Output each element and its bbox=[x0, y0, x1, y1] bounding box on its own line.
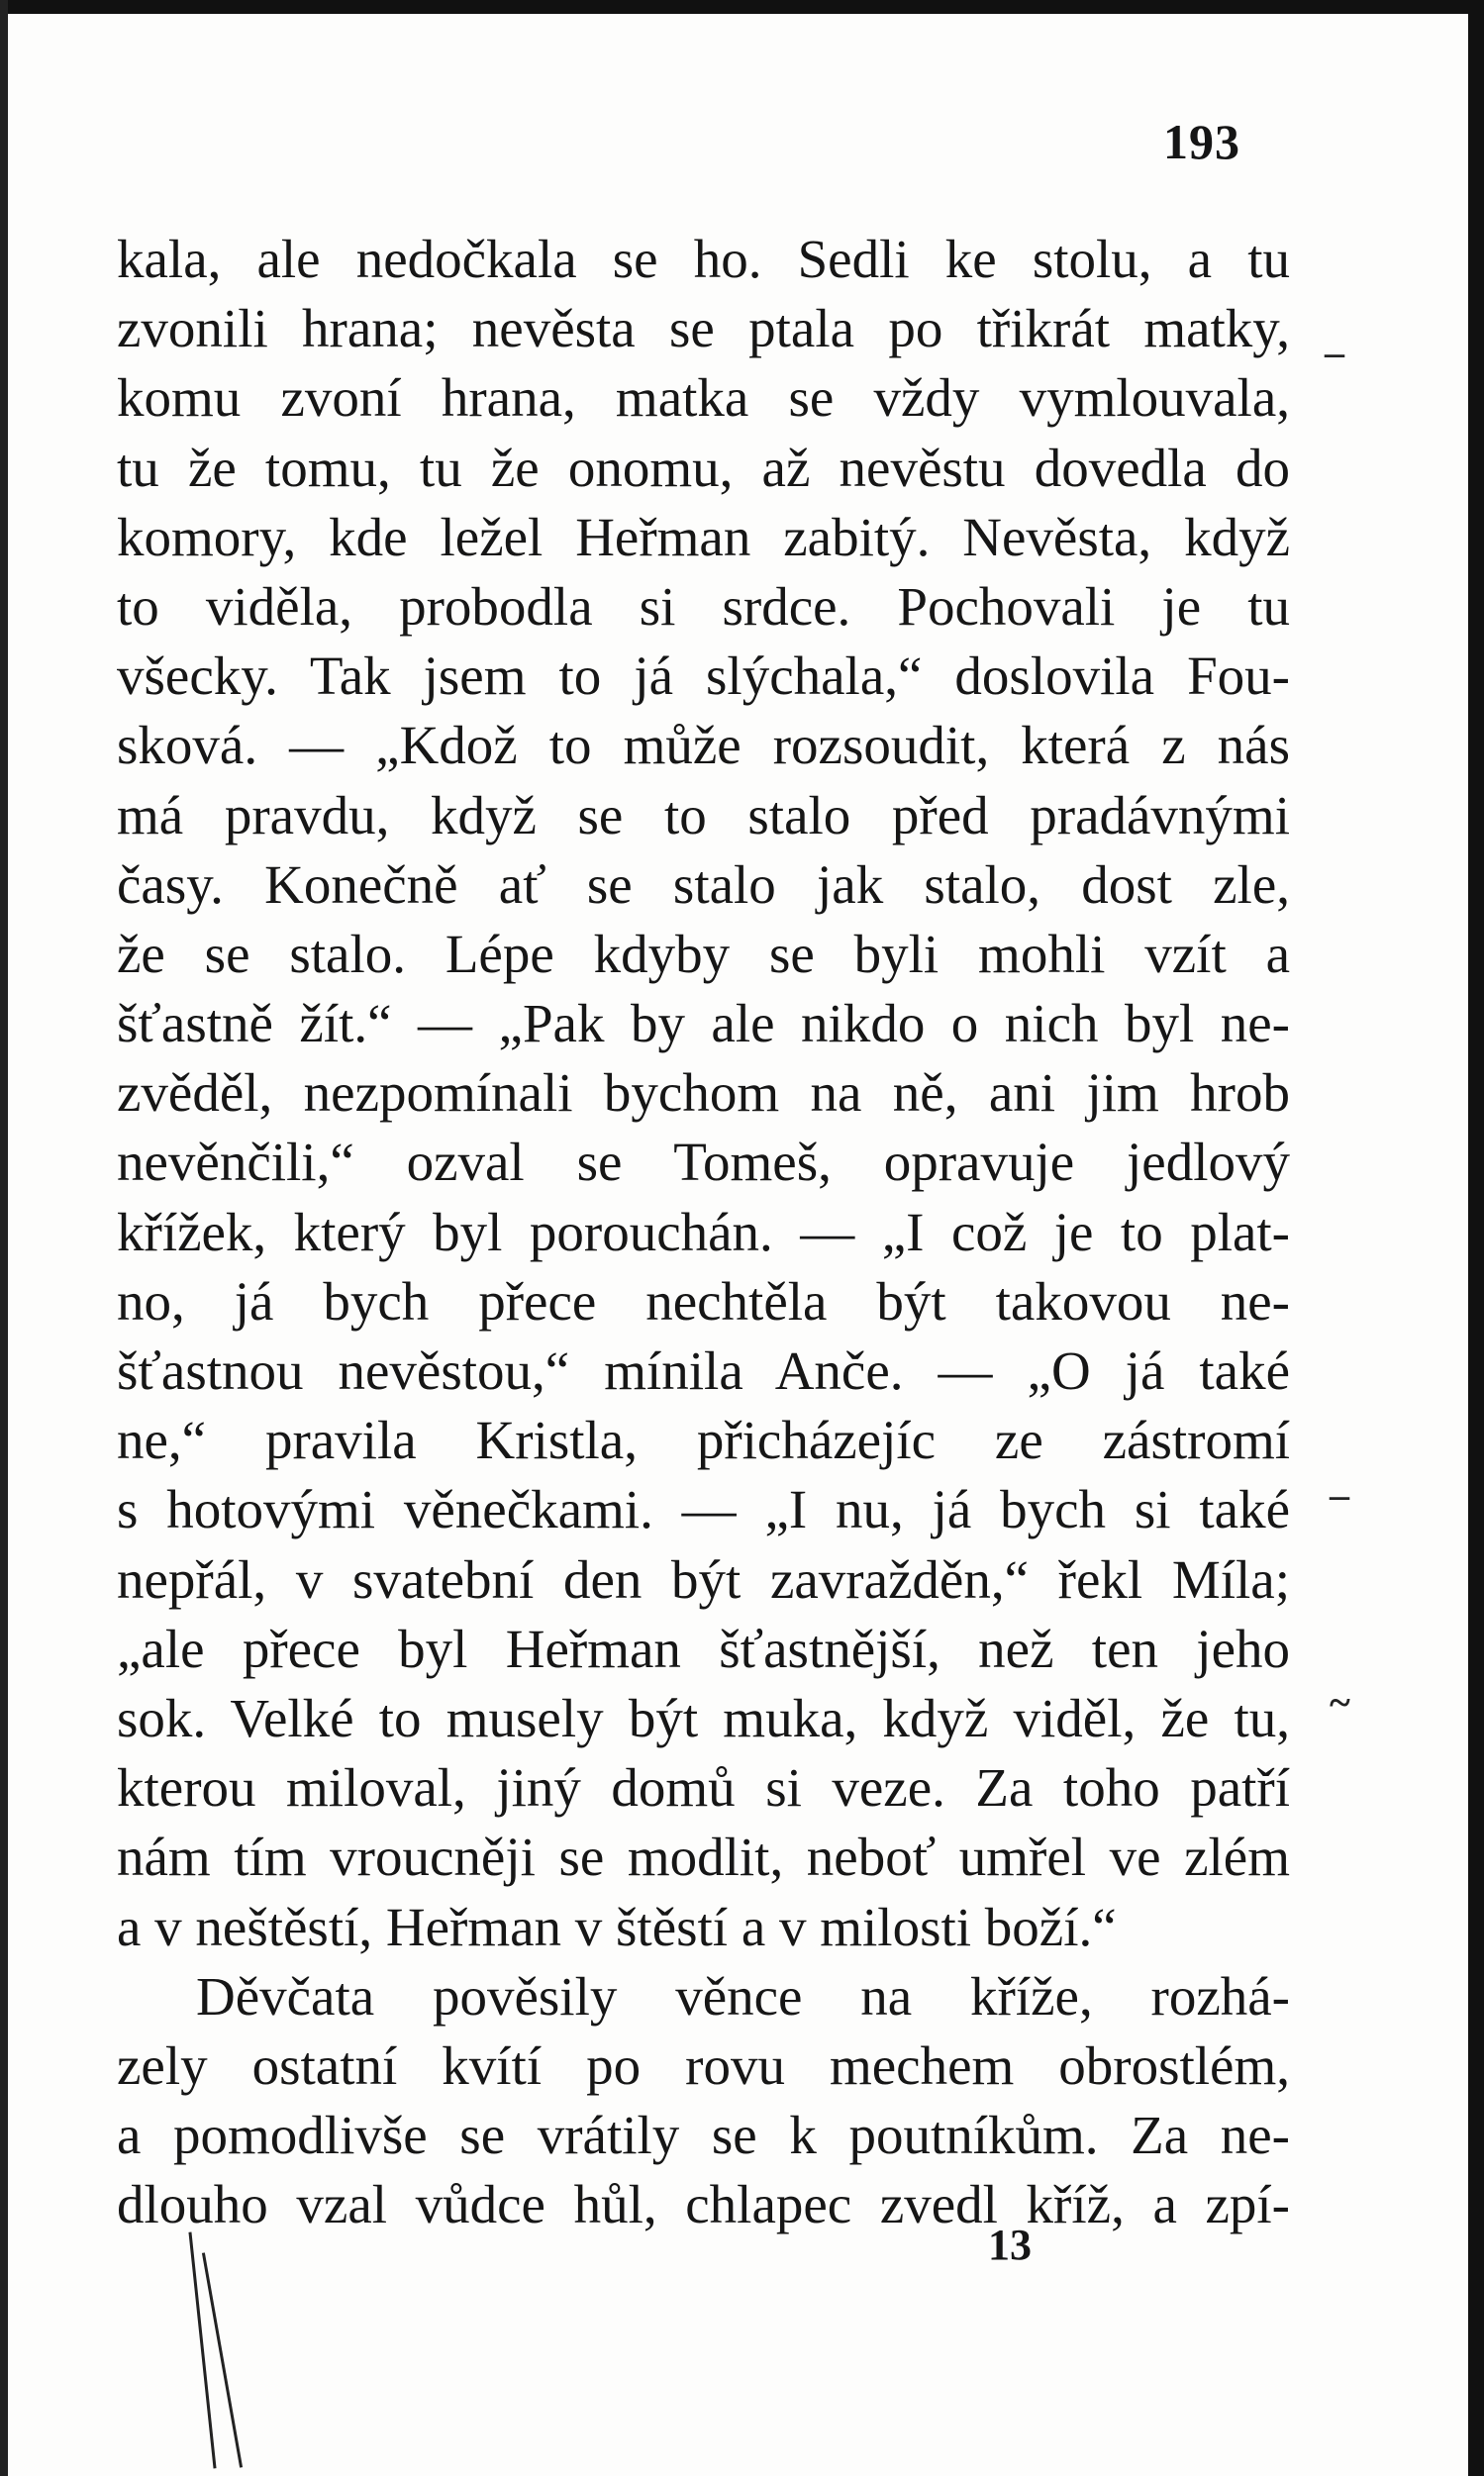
text-line: nepřál, v svatební den být zavražděn,“ řekl Míla; bbox=[117, 1548, 1290, 1610]
text-line: zvěděl, nezpomínali bychom na ně, ani jim hrob bbox=[117, 1062, 1290, 1124]
text-line: komu zvoní hrana, matka se vždy vymlouvala, bbox=[117, 367, 1290, 429]
text-line: šťastnou nevěstou,“ mínila Anče. — „O já také bbox=[117, 1340, 1290, 1401]
book-page bbox=[8, 14, 1468, 2476]
text-line: no, já bych přece nechtěla být takovou ne- bbox=[117, 1270, 1290, 1332]
text-line: a pomodlivše se vrátily se k poutníkům. Za ne- bbox=[117, 2105, 1290, 2166]
stray-pen-stroke bbox=[202, 2252, 243, 2467]
text-line: kterou miloval, jiný domů si veze. Za toho patří bbox=[117, 1757, 1290, 1819]
margin-dash-mark: ~ bbox=[1330, 1680, 1350, 1725]
text-line: ne,“ pravila Kristla, přicházejíc ze zástromí bbox=[117, 1410, 1290, 1471]
text-line: má pravdu, když se to stalo před pradávnými bbox=[117, 784, 1290, 845]
text-line: že se stalo. Lépe kdyby se byli mohli vzít a bbox=[117, 923, 1290, 984]
text-line: zely ostatní kvítí po rovu mechem obrostlém, bbox=[117, 2034, 1290, 2096]
text-line: sková. — „Kdož to může rozsoudit, která z nás bbox=[117, 715, 1290, 776]
text-line: to viděla, probodla si srdce. Pochovali je tu bbox=[117, 575, 1290, 637]
stray-pen-stroke bbox=[188, 2232, 216, 2469]
text-line: všecky. Tak jsem to já slýchala,“ doslovila Fou- bbox=[117, 645, 1290, 707]
signature-mark: 13 bbox=[988, 2221, 1032, 2269]
body-text bbox=[117, 225, 1290, 2239]
scan-border-right bbox=[1468, 0, 1484, 2476]
scan-border-left bbox=[0, 0, 8, 2476]
paragraph-start-line: Děvčata pověsily věnce na kříže, rozhá- bbox=[196, 1965, 1290, 2027]
text-line: křížek, který byl porouchán. — „I což je to plat- bbox=[117, 1201, 1290, 1262]
text-line: s hotovými věnečkami. — „I nu, já bych si také bbox=[117, 1479, 1290, 1540]
text-line: komory, kde ležel Heřman zabitý. Nevěsta, když bbox=[117, 506, 1290, 567]
text-line: nám tím vroucněji se modlit, neboť umřel ve zlém bbox=[117, 1827, 1290, 1888]
text-line: dlouho vzal vůdce hůl, chlapec zvedl kříž, a zpí- bbox=[117, 2174, 1290, 2235]
margin-dash-mark: – bbox=[1325, 330, 1344, 374]
scan-border-top bbox=[0, 0, 1484, 14]
text-line: časy. Konečně ať se stalo jak stalo, dost zle, bbox=[117, 853, 1290, 915]
text-line: nevěnčili,“ ozval se Tomeš, opravuje jedlový bbox=[117, 1132, 1290, 1193]
text-line: šťastně žít.“ — „Pak by ale nikdo o nich byl ne- bbox=[117, 993, 1290, 1054]
margin-dash-mark: – bbox=[1330, 1472, 1349, 1517]
text-line: sok. Velké to musely být muka, když viděl, že tu, bbox=[117, 1687, 1290, 1748]
text-line: „ale přece byl Heřman šťastnější, než ten jeho bbox=[117, 1618, 1290, 1679]
text-line: tu že tomu, tu že onomu, až nevěstu dovedla do bbox=[117, 437, 1290, 498]
paragraph-end-line: a v neštěstí, Heřman v štěstí a v milosti boží.“ bbox=[117, 1896, 1117, 1957]
text-line: zvonili hrana; nevěsta se ptala po třikrát matky, bbox=[117, 298, 1290, 359]
text-line: kala, ale nedočkala se ho. Sedli ke stolu, a tu bbox=[117, 229, 1290, 289]
page-number: 193 bbox=[1163, 114, 1240, 169]
